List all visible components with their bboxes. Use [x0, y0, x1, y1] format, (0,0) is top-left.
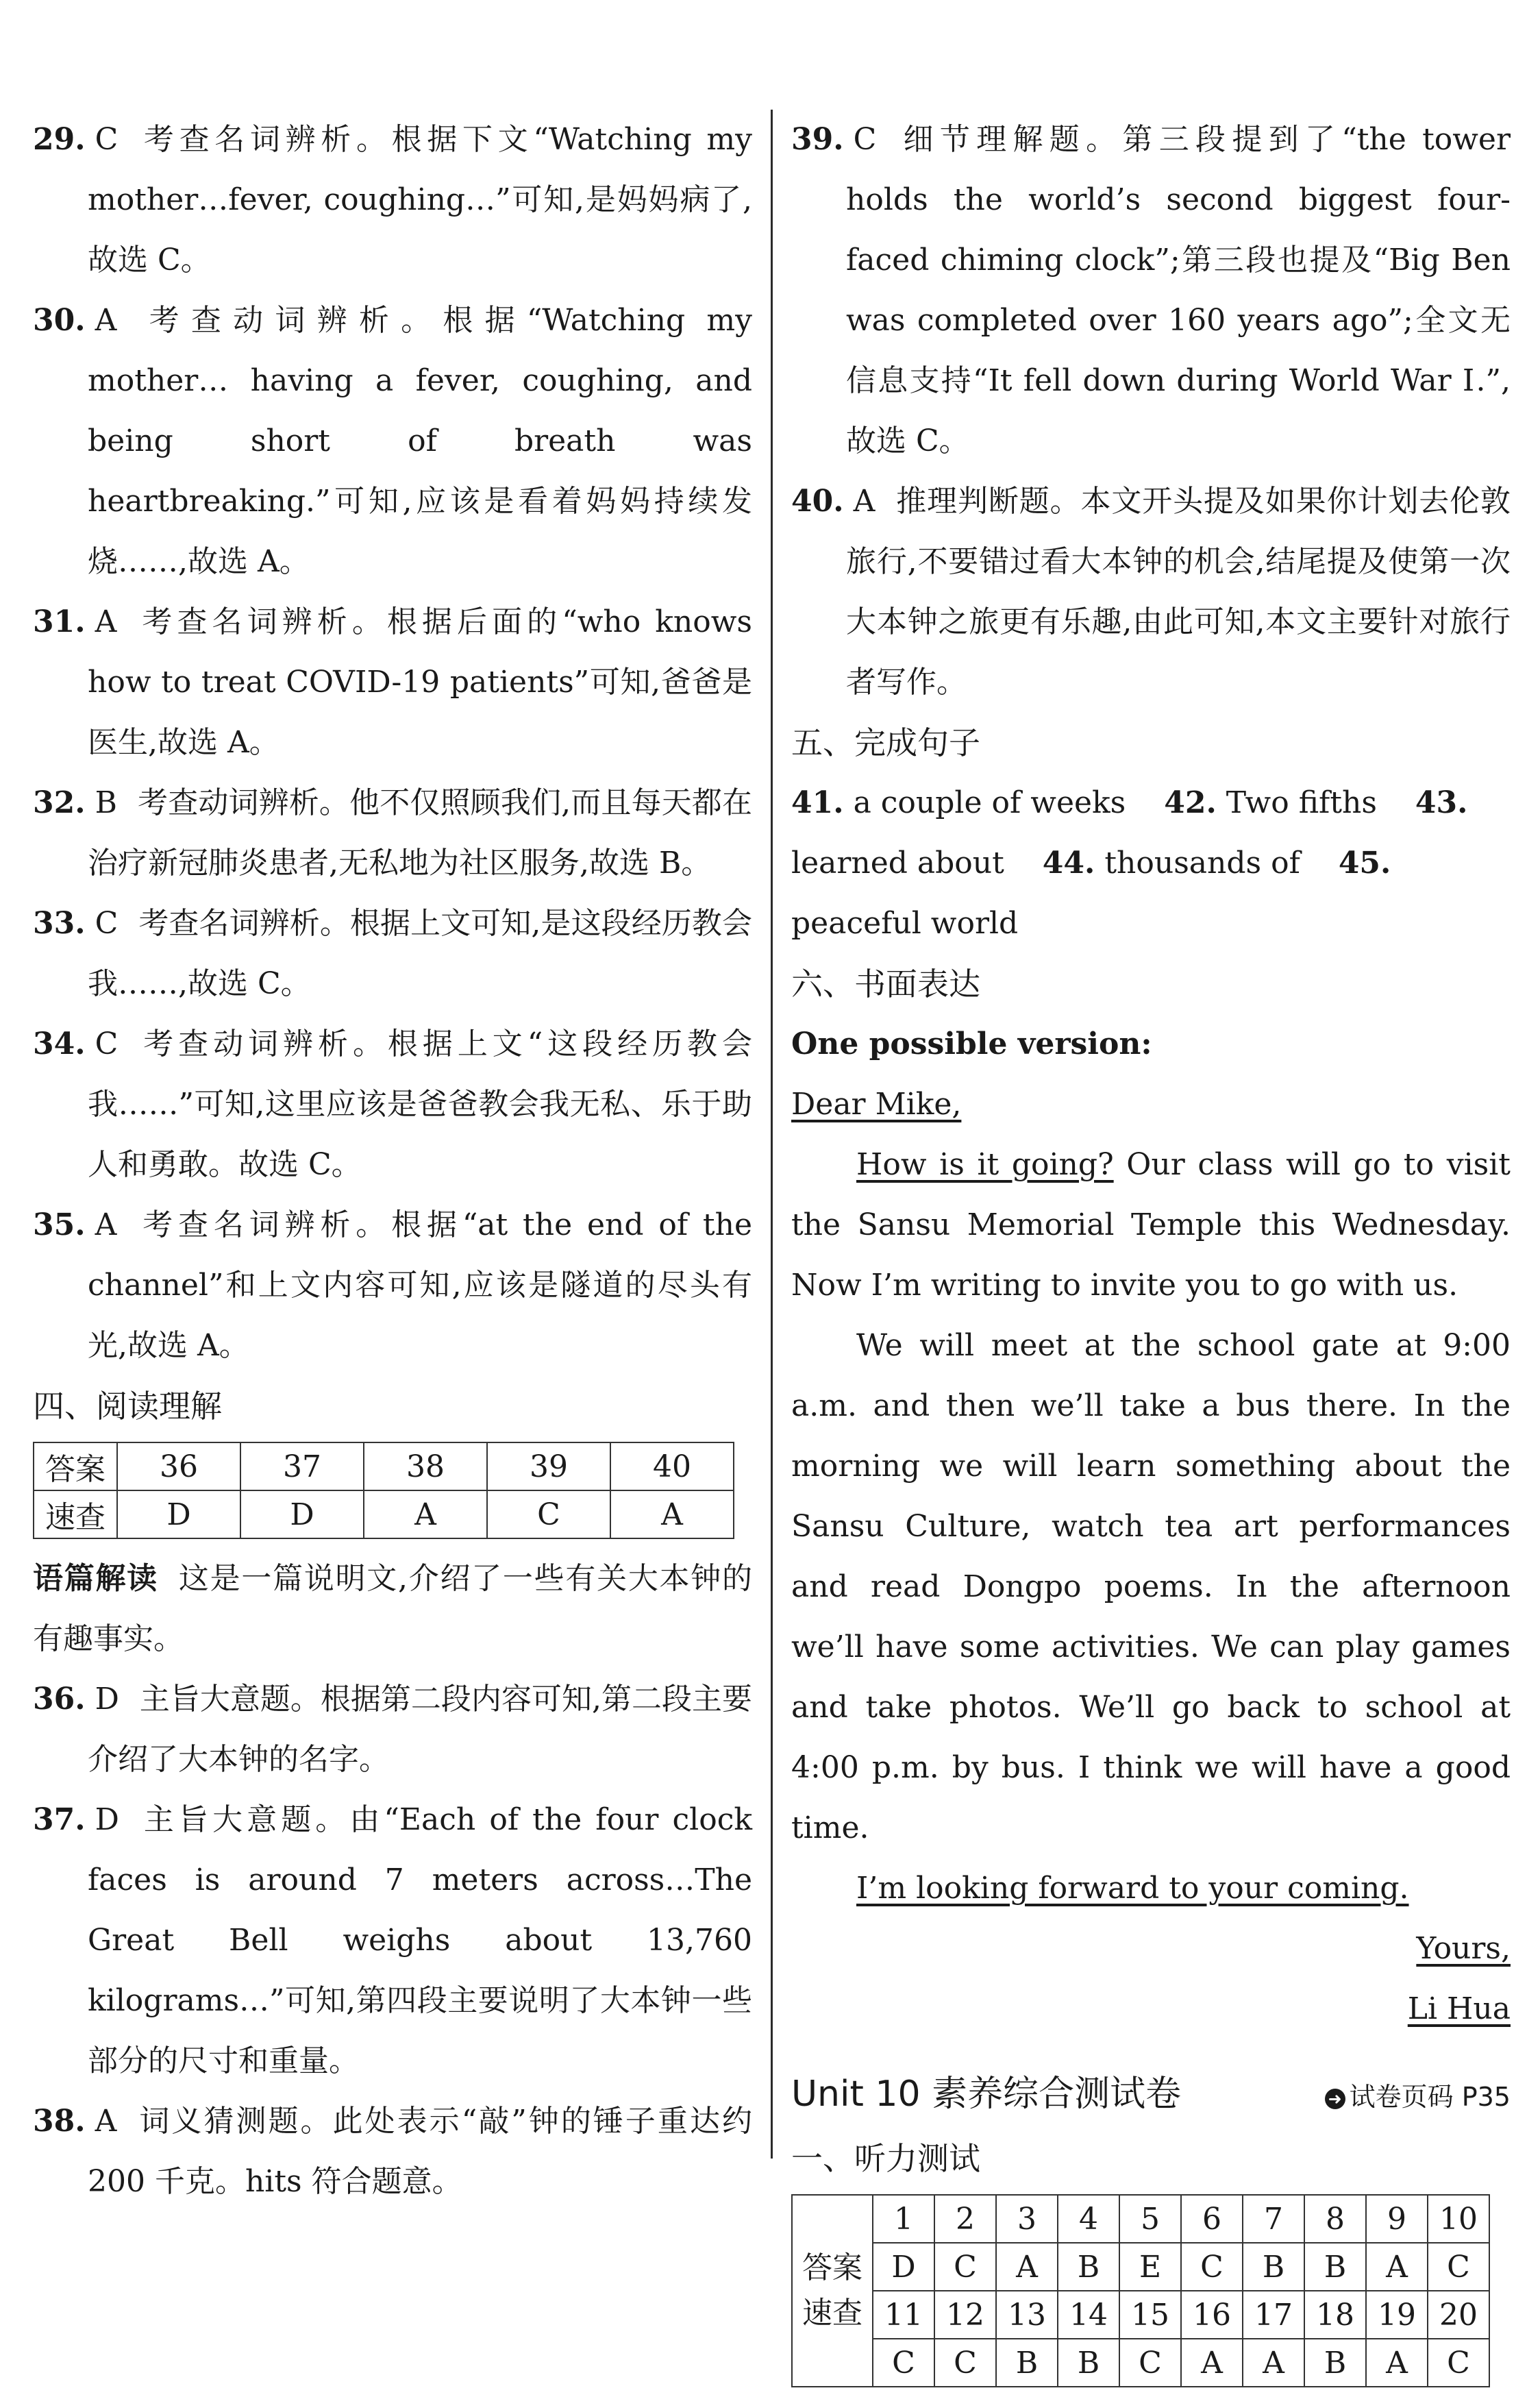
table-label: 答案	[34, 1442, 117, 1490]
table-cell: 11	[873, 2291, 934, 2339]
table-row	[792, 2243, 1489, 2291]
table-cell: 7	[1243, 2195, 1304, 2243]
table-row	[34, 1442, 734, 1490]
table-row	[34, 1490, 734, 1538]
table-row	[792, 2195, 1489, 2243]
table-row	[792, 2291, 1489, 2339]
table-cell: 12	[934, 2291, 996, 2339]
table-cell: D	[240, 1490, 364, 1538]
answer-item-30: 30. A 考查动词辨析。根据“Watching my mother… having a fever, coughing, and being short of breath was heartbreaking.”可知,应该是看着妈妈持续发烧……,故选 A。	[33, 303, 752, 579]
section-heading-reading: 四、阅读理解	[33, 1388, 222, 1425]
table-cell: D	[117, 1490, 240, 1538]
answer-item-40: 40. A 推理判断题。本文开头提及如果你计划去伦敦旅行,不要错过看大本钟的机会,结尾提及使第一次大本钟之旅更有乐趣,由此可知,本文主要针对旅行者写作。	[791, 484, 1511, 700]
table-cell: A	[364, 1490, 487, 1538]
right-column	[791, 110, 1511, 2397]
table-cell: 20	[1428, 2291, 1489, 2339]
table-cell: 4	[1058, 2195, 1119, 2243]
table-row	[792, 2339, 1489, 2387]
answer-item-39: 39. C 细节理解题。第三段提到了“the tower holds the world’s second biggest four-faced chiming clock”;第三段也提及“Big Ben was completed over 160 years ago”;全文无信息支持“It fell down during World War Ⅰ.”,故选 C。	[791, 122, 1511, 458]
reading-answer-table	[33, 1442, 734, 1539]
table-cell: A	[1181, 2339, 1243, 2387]
table-cell: 6	[1181, 2195, 1243, 2243]
table-cell: A	[1243, 2339, 1304, 2387]
table-cell: 17	[1243, 2291, 1304, 2339]
column-divider	[771, 110, 773, 2159]
table-cell: B	[1058, 2339, 1119, 2387]
left-column	[33, 110, 752, 2212]
arrow-circle-icon: ➜	[1325, 2089, 1345, 2109]
section-heading-complete-sentences: 五、完成句子	[791, 724, 980, 761]
table-cell: 10	[1428, 2195, 1489, 2243]
table-cell: B	[1304, 2339, 1366, 2387]
table-cell: 38	[364, 1442, 487, 1490]
table-cell: A	[1366, 2339, 1428, 2387]
table-label: 答案 速查	[792, 2195, 873, 2387]
table-cell: C	[873, 2339, 934, 2387]
table-cell: 5	[1119, 2195, 1181, 2243]
table-cell: C	[1428, 2339, 1489, 2387]
table-cell: B	[1304, 2243, 1366, 2291]
essay-signature: Li Hua	[1407, 1991, 1511, 2026]
table-cell: 19	[1366, 2291, 1428, 2339]
answer-item-36: 36. D 主旨大意题。根据第二段内容可知,第二段主要介绍了大本钟的名字。	[33, 1682, 752, 1777]
answer-item-33: 33. C 考查名词辨析。根据上文可知,是这段经历教会我……,故选 C。	[33, 906, 752, 1001]
table-cell: C	[487, 1490, 610, 1538]
section-heading-listening: 一、听力测试	[791, 2140, 980, 2177]
table-cell: 2	[934, 2195, 996, 2243]
table-cell: 14	[1058, 2291, 1119, 2339]
section-heading-writing: 六、书面表达	[791, 966, 980, 1003]
table-cell: 16	[1181, 2291, 1243, 2339]
passage-summary: 语篇解读 这是一篇说明文,介绍了一些有关大本钟的有趣事实。	[33, 1561, 752, 1656]
table-cell: C	[1119, 2339, 1181, 2387]
essay-closing: Yours,	[1416, 1931, 1511, 1966]
table-cell: 8	[1304, 2195, 1366, 2243]
table-cell: 9	[1366, 2195, 1428, 2243]
essay-paragraph-3: I’m looking forward to your coming.	[856, 1871, 1409, 1906]
table-cell: B	[1058, 2243, 1119, 2291]
answer-item-35: 35. A 考查名词辨析。根据“at the end of the channel”和上文内容可知,应该是隧道的尽头有光,故选 A。	[33, 1207, 752, 1363]
table-cell: B	[1243, 2243, 1304, 2291]
table-cell: A	[1366, 2243, 1428, 2291]
table-cell: 3	[996, 2195, 1058, 2243]
essay-paragraph-2: We will meet at the school gate at 9:00 a.m. and then we’ll take a bus there. In the morning we will learn something about the Sansu Culture, watch tea art performances and read Dongpo poems. In the afternoon we’ll have some activities. We can play games and take photos. We’ll go back to school at 4:00 p.m. by bus. I think we will have a good time.	[791, 1328, 1511, 1845]
answer-item-38: 38. A 词义猜测题。此处表示“敲”钟的锤子重达约 200 千克。hits 符合题意。	[33, 2104, 752, 2199]
table-cell: 13	[996, 2291, 1058, 2339]
table-cell: C	[934, 2243, 996, 2291]
table-cell: C	[1181, 2243, 1243, 2291]
essay-heading: One possible version:	[791, 1027, 1152, 1061]
table-cell: C	[934, 2339, 996, 2387]
table-cell: 40	[610, 1442, 734, 1490]
essay-salutation: Dear Mike,	[791, 1087, 962, 1122]
unit-title-bar	[791, 2060, 1511, 2128]
page-reference: ➜ 试卷页码 P35	[1325, 2063, 1511, 2131]
table-cell: 37	[240, 1442, 364, 1490]
table-cell: 36	[117, 1442, 240, 1490]
essay-paragraph-1: How is it going? Our class will go to visit the Sansu Memorial Temple this Wednesday. Now I’m writing to invite you to go with us.	[791, 1147, 1511, 1303]
answer-item-31: 31. A 考查名词辨析。根据后面的“who knows how to treat COVID-19 patients”可知,爸爸是医生,故选 A。	[33, 604, 752, 760]
answer-item-29: 29. C 考查名词辨析。根据下文“Watching my mother…fever, coughing…”可知,是妈妈病了,故选 C。	[33, 122, 752, 278]
table-cell: A	[610, 1490, 734, 1538]
table-cell: A	[996, 2243, 1058, 2291]
table-label: 速查	[34, 1490, 117, 1538]
table-cell: E	[1119, 2243, 1181, 2291]
table-cell: C	[1428, 2243, 1489, 2291]
table-cell: 15	[1119, 2291, 1181, 2339]
complete-sentences-answers: 41. a couple of weeks 42. Two fifths 43. learned about 44. thousands of 45. peaceful world	[791, 785, 1468, 941]
table-cell: D	[873, 2243, 934, 2291]
unit-title: Unit 10 素养综合测试卷	[791, 2074, 1182, 2115]
table-cell: 1	[873, 2195, 934, 2243]
answer-item-32: 32. B 考查动词辨析。他不仅照顾我们,而且每天都在治疗新冠肺炎患者,无私地为社区服务,故选 B。	[33, 785, 752, 881]
table-cell: 39	[487, 1442, 610, 1490]
answer-item-34: 34. C 考查动词辨析。根据上文“这段经历教会我……”可知,这里应该是爸爸教会我无私、乐于助人和勇敢。故选 C。	[33, 1027, 752, 1182]
listening-answer-table	[791, 2194, 1490, 2387]
table-cell: B	[996, 2339, 1058, 2387]
answer-item-37: 37. D 主旨大意题。由“Each of the four clock faces is around 7 meters across…The Great Bell weighs about 13,760 kilograms…”可知,第四段主要说明了大本钟一些部分的尺寸和重量。	[33, 1802, 752, 2078]
table-cell: 18	[1304, 2291, 1366, 2339]
